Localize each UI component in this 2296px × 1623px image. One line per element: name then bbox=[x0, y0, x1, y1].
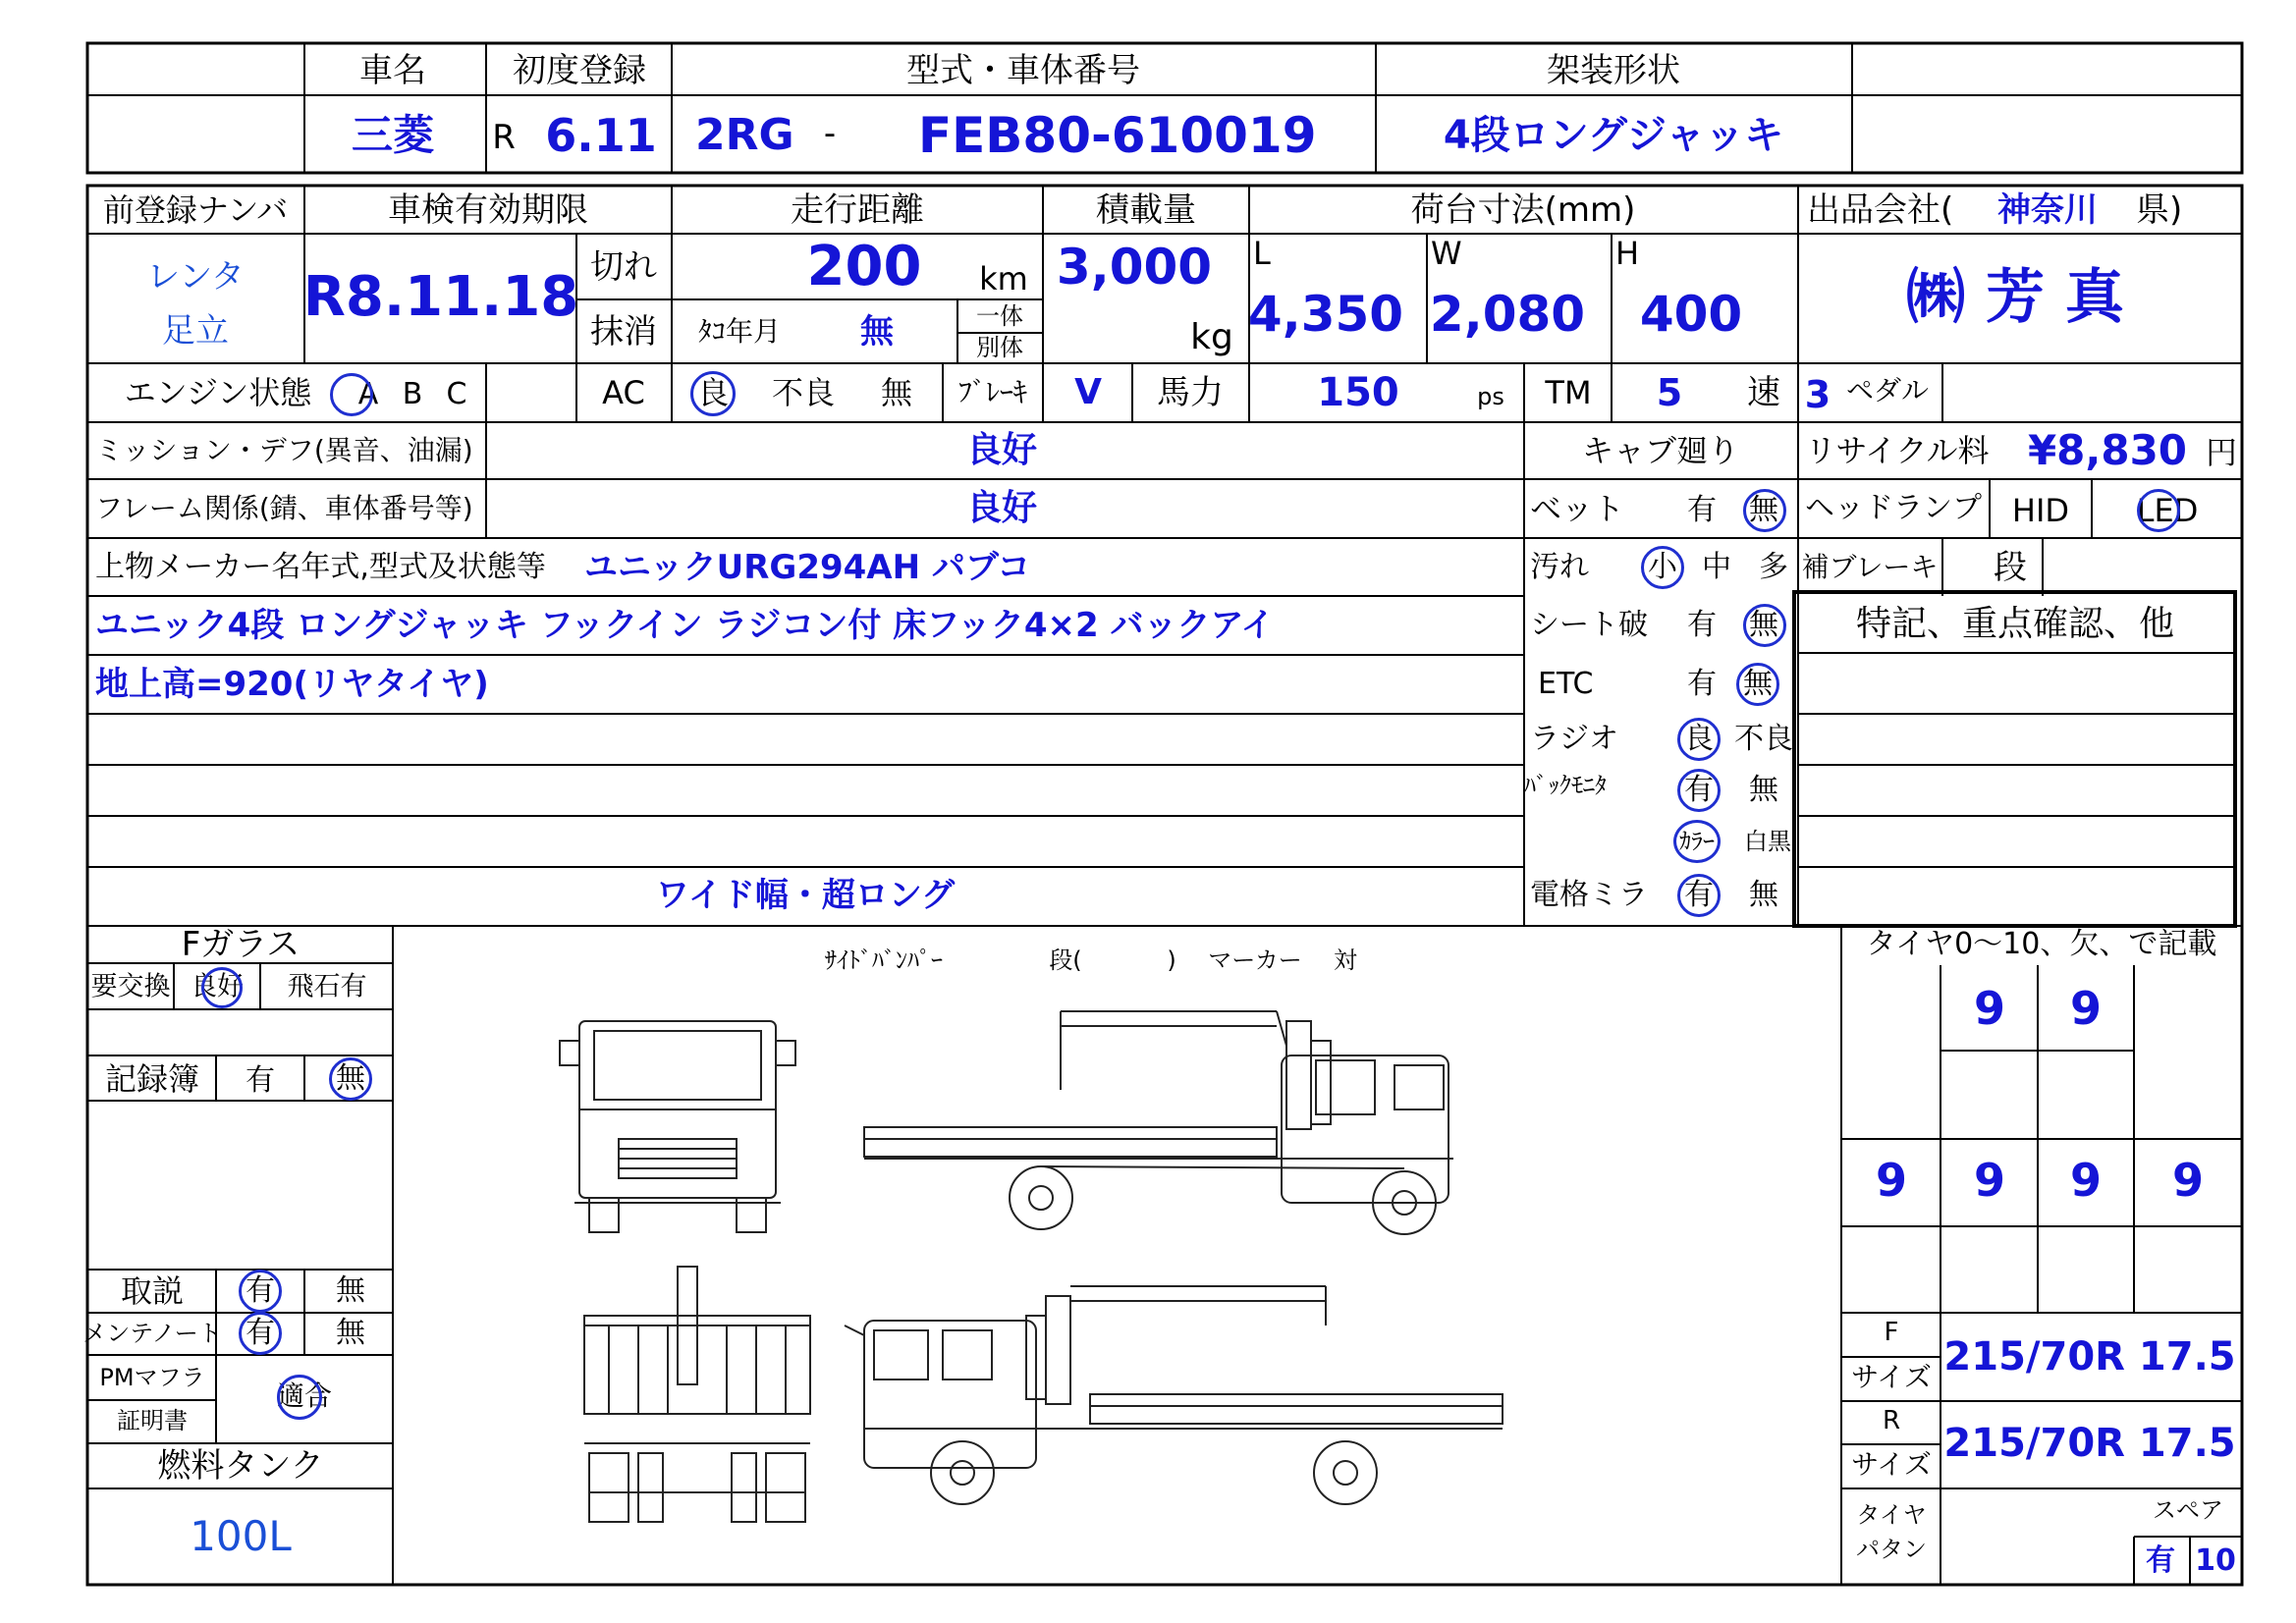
ac-good-circle bbox=[690, 371, 736, 416]
frame-value: 良好 bbox=[965, 488, 1038, 528]
bed-yes: 有 bbox=[1687, 493, 1717, 527]
dan-close-label: ) bbox=[1167, 947, 1176, 974]
w-value: 2,080 bbox=[1429, 286, 1586, 343]
brake-label: ﾌﾞﾚｰｷ bbox=[957, 376, 1028, 408]
tire-pattern-label-line2: パタン bbox=[1856, 1536, 1927, 1563]
side-view-left bbox=[845, 1286, 1503, 1504]
fglass-label: Fガラス bbox=[181, 925, 301, 964]
fglass-good-circle bbox=[201, 967, 243, 1008]
hp-label: 馬力 bbox=[1157, 373, 1224, 412]
manual-yes: 有 bbox=[246, 1273, 275, 1308]
capacity-unit: kg bbox=[1190, 317, 1233, 357]
radio-good-circle bbox=[1677, 718, 1721, 761]
radio-good: 良 bbox=[1684, 722, 1714, 756]
front-label: F bbox=[1884, 1318, 1899, 1347]
prev-plate-line1: レンタ bbox=[146, 257, 245, 297]
dirt-mid: 中 bbox=[1702, 550, 1731, 584]
h-value: 400 bbox=[1639, 286, 1743, 343]
radio-label: ラジオ bbox=[1530, 722, 1618, 756]
pedal-label: ペダル bbox=[1845, 374, 1930, 406]
chassis-number: FEB80-610019 bbox=[918, 107, 1317, 164]
ac-bad: 不良 bbox=[771, 374, 836, 411]
tire-title: タイヤ0～10、欠、で記載 bbox=[1866, 927, 2217, 961]
fglass-replace: 要交換 bbox=[90, 971, 171, 1002]
tire-front-left: 9 bbox=[1973, 982, 2006, 1035]
mission-label: ミッション・デフ(異音、油漏) bbox=[95, 434, 473, 466]
front-view bbox=[560, 1021, 795, 1232]
spare-value: 有 bbox=[2146, 1543, 2175, 1578]
pedal-value: 3 bbox=[1804, 373, 1831, 416]
rear-size-label: サイズ bbox=[1851, 1448, 1932, 1481]
headlamp-label: ヘッドランプ bbox=[1805, 491, 1982, 525]
mileage-unit: km bbox=[979, 260, 1028, 298]
body-remarks-line1: ユニック4段 ロングジャッキ フックイン ラジコン付 床フック4×2 バックアイ bbox=[95, 606, 1275, 645]
pm-value-circle bbox=[277, 1375, 322, 1420]
maker-value: ユニックURG294AH パブコ bbox=[584, 548, 1031, 587]
fglass-good: 良好 bbox=[191, 971, 244, 1002]
backmon-label: ﾊﾞｯｸﾓﾆﾀ bbox=[1524, 772, 1607, 799]
fuel-label: 燃料タンク bbox=[157, 1446, 324, 1486]
header-first-registration-label: 初度登録 bbox=[513, 51, 646, 90]
pm-label-line2: 証明書 bbox=[117, 1407, 188, 1434]
body-remarks-line3: ワイド幅・超ロング bbox=[655, 876, 956, 915]
engine-grade-a: A bbox=[357, 377, 379, 411]
fglass-chip: 飛石有 bbox=[287, 971, 367, 1002]
dirt-many: 多 bbox=[1759, 550, 1788, 584]
etc-label: ETC bbox=[1538, 667, 1594, 701]
marker-label: マーカー bbox=[1208, 947, 1302, 974]
h-label: H bbox=[1615, 235, 1640, 272]
l-value: 4,350 bbox=[1247, 286, 1404, 343]
dirt-small-circle bbox=[1641, 546, 1684, 589]
tm-label: TM bbox=[1545, 374, 1592, 411]
bed-no-circle bbox=[1743, 489, 1786, 532]
body-type: 4段ロングジャッキ bbox=[1443, 113, 1784, 158]
tire-rear-1: 9 bbox=[1875, 1154, 1908, 1207]
spare-label: スペア bbox=[2153, 1496, 2223, 1524]
header-body-type-label: 架装形状 bbox=[1547, 51, 1680, 90]
hp-value: 150 bbox=[1317, 370, 1399, 415]
bed-label: ベット bbox=[1530, 490, 1625, 527]
record-no-circle bbox=[329, 1057, 372, 1101]
pm-divider bbox=[87, 1399, 216, 1401]
model-code: 2RG bbox=[695, 110, 794, 160]
ac-label: AC bbox=[602, 374, 645, 411]
model-dash: - bbox=[823, 114, 837, 153]
etc-no: 無 bbox=[1743, 667, 1773, 701]
dan-open-label: 段( bbox=[1049, 947, 1082, 974]
seller-label-prefix: 出品会社( bbox=[1807, 190, 1954, 230]
brake-value: V bbox=[1074, 372, 1102, 412]
headlamp-led-circle bbox=[2137, 489, 2180, 532]
manual-label: 取説 bbox=[120, 1272, 185, 1310]
dirt-small: 小 bbox=[1648, 550, 1677, 584]
headlamp-led: LED bbox=[2136, 492, 2199, 529]
tire-rear-3: 9 bbox=[2069, 1154, 2103, 1207]
engine-grade-a-circle bbox=[330, 373, 373, 416]
seat-label: シート破 bbox=[1530, 608, 1648, 642]
dirt-label: 汚れ bbox=[1530, 550, 1589, 584]
aux-brake-label: 補ブレーキ bbox=[1801, 551, 1939, 583]
truck-diagram bbox=[560, 1011, 1503, 1522]
prev-plate-line2: 足立 bbox=[162, 311, 229, 351]
bed-size-label: 荷台寸法(mm) bbox=[1410, 190, 1636, 230]
etc-no-circle bbox=[1736, 663, 1779, 706]
record-label: 記録簿 bbox=[104, 1060, 200, 1098]
engine-label: エンジン状態 bbox=[124, 374, 312, 411]
ac-none: 無 bbox=[880, 374, 913, 411]
tire-rear-4: 9 bbox=[2171, 1154, 2205, 1207]
rear-tire-size: 215/70R 17.5 bbox=[1943, 1421, 2236, 1466]
header-model-chassis-label: 型式・車体番号 bbox=[906, 51, 1140, 90]
ac-good: 良 bbox=[696, 374, 730, 411]
tire-rear-2: 9 bbox=[1973, 1154, 2006, 1207]
seller-name: ㈱ 芳 真 bbox=[1906, 263, 2124, 332]
tm-value: 5 bbox=[1656, 371, 1683, 414]
pm-label-line1: PMマフラ bbox=[99, 1364, 205, 1391]
mileage-value: 200 bbox=[806, 235, 922, 298]
maint-no: 無 bbox=[336, 1316, 365, 1350]
capacity-value: 3,000 bbox=[1056, 239, 1213, 296]
headlamp-hid: HID bbox=[2011, 492, 2070, 529]
recycle-label: リサイクル料 bbox=[1805, 432, 1990, 469]
expired-label: 切れ bbox=[590, 247, 657, 287]
maint-yes: 有 bbox=[246, 1316, 275, 1350]
betsutai-label: 別体 bbox=[976, 334, 1023, 361]
registration-date: 6.11 bbox=[545, 109, 657, 162]
pm-value: 適合 bbox=[276, 1380, 333, 1412]
seller-label-suffix: 県) bbox=[2136, 190, 2183, 230]
spare-grade: 10 bbox=[2195, 1543, 2236, 1578]
cab-label: キャブ廻り bbox=[1581, 432, 1740, 469]
front-tire-size: 215/70R 17.5 bbox=[1943, 1334, 2236, 1380]
recycle-value: ¥8,830 bbox=[2027, 426, 2188, 474]
body-remarks-line2: 地上高=920(リヤタイヤ) bbox=[95, 665, 489, 704]
etc-yes: 有 bbox=[1687, 667, 1717, 701]
mileage-label: 走行距離 bbox=[791, 190, 924, 230]
maker-label: 上物メーカー名年式,型式及状態等 bbox=[95, 550, 546, 584]
cancelled-label: 抹消 bbox=[590, 312, 657, 352]
capacity-label: 積載量 bbox=[1096, 190, 1196, 230]
seat-no-circle bbox=[1743, 604, 1786, 647]
tm-unit: 速 bbox=[1747, 373, 1780, 412]
manual-yes-circle bbox=[239, 1270, 282, 1313]
seat-no: 無 bbox=[1749, 608, 1778, 642]
side-bumper-label: ｻｲﾄﾞﾊﾞﾝﾊﾟｰ bbox=[825, 947, 943, 974]
tire-pattern-label-line1: タイヤ bbox=[1856, 1501, 1927, 1529]
backmon-no: 無 bbox=[1749, 773, 1778, 807]
seat-yes: 有 bbox=[1687, 608, 1717, 642]
tire-front-right: 9 bbox=[2069, 982, 2103, 1035]
recycle-unit: 円 bbox=[2205, 434, 2238, 471]
rear-label: R bbox=[1882, 1406, 1901, 1435]
ittai-divider bbox=[957, 332, 1043, 334]
hp-unit: ps bbox=[1477, 383, 1504, 410]
mission-value: 良好 bbox=[965, 430, 1038, 470]
mirror-yes-circle bbox=[1677, 874, 1721, 917]
engine-grade-c: C bbox=[446, 377, 467, 411]
tacho-value: 無 bbox=[860, 312, 894, 352]
bed-no: 無 bbox=[1749, 493, 1778, 527]
backmon-yes: 有 bbox=[1684, 773, 1714, 807]
inspection-date: R8.11.18 bbox=[302, 265, 579, 329]
notes-title: 特記、重点確認、他 bbox=[1855, 604, 2175, 644]
record-no: 無 bbox=[336, 1061, 365, 1096]
seller-prefecture: 神奈川 bbox=[1997, 190, 2098, 230]
manual-no: 無 bbox=[336, 1273, 365, 1308]
side-view-right bbox=[864, 1011, 1453, 1234]
registration-era: R bbox=[492, 118, 516, 157]
backmon-color: ｶﾗｰ bbox=[1679, 828, 1715, 855]
frame-label: フレーム関係(錆、車体番号等) bbox=[95, 492, 473, 524]
backmon-color-circle bbox=[1673, 820, 1721, 863]
l-label: L bbox=[1253, 235, 1271, 272]
mirror-no: 無 bbox=[1749, 878, 1778, 912]
pair-label: 対 bbox=[1334, 947, 1357, 974]
aux-brake-value: 段 bbox=[1994, 548, 2027, 587]
header-vehicle-name-label: 車名 bbox=[359, 51, 426, 90]
front-size-label: サイズ bbox=[1851, 1361, 1932, 1393]
radio-bad: 不良 bbox=[1734, 722, 1793, 756]
vehicle-name: 三菱 bbox=[351, 111, 435, 159]
engine-grade-b: B bbox=[402, 377, 423, 411]
ittai-label: 一体 bbox=[976, 302, 1023, 330]
maint-yes-circle bbox=[239, 1312, 282, 1355]
record-yes: 有 bbox=[246, 1063, 275, 1098]
inspection-label: 車検有効期限 bbox=[388, 190, 588, 230]
prev-plate-label: 前登録ナンバ bbox=[102, 191, 289, 229]
backmon-monochrome: 白黒 bbox=[1744, 828, 1791, 855]
mirror-label: 電格ミラ bbox=[1530, 878, 1648, 912]
fuel-value: 100L bbox=[190, 1512, 292, 1560]
rear-view bbox=[584, 1267, 810, 1522]
mirror-yes: 有 bbox=[1684, 878, 1714, 912]
w-label: W bbox=[1431, 235, 1462, 272]
backmon-yes-circle bbox=[1677, 769, 1721, 812]
tacho-label: ﾀｺ年月 bbox=[697, 315, 782, 348]
maint-label: メンテノート bbox=[82, 1320, 222, 1347]
